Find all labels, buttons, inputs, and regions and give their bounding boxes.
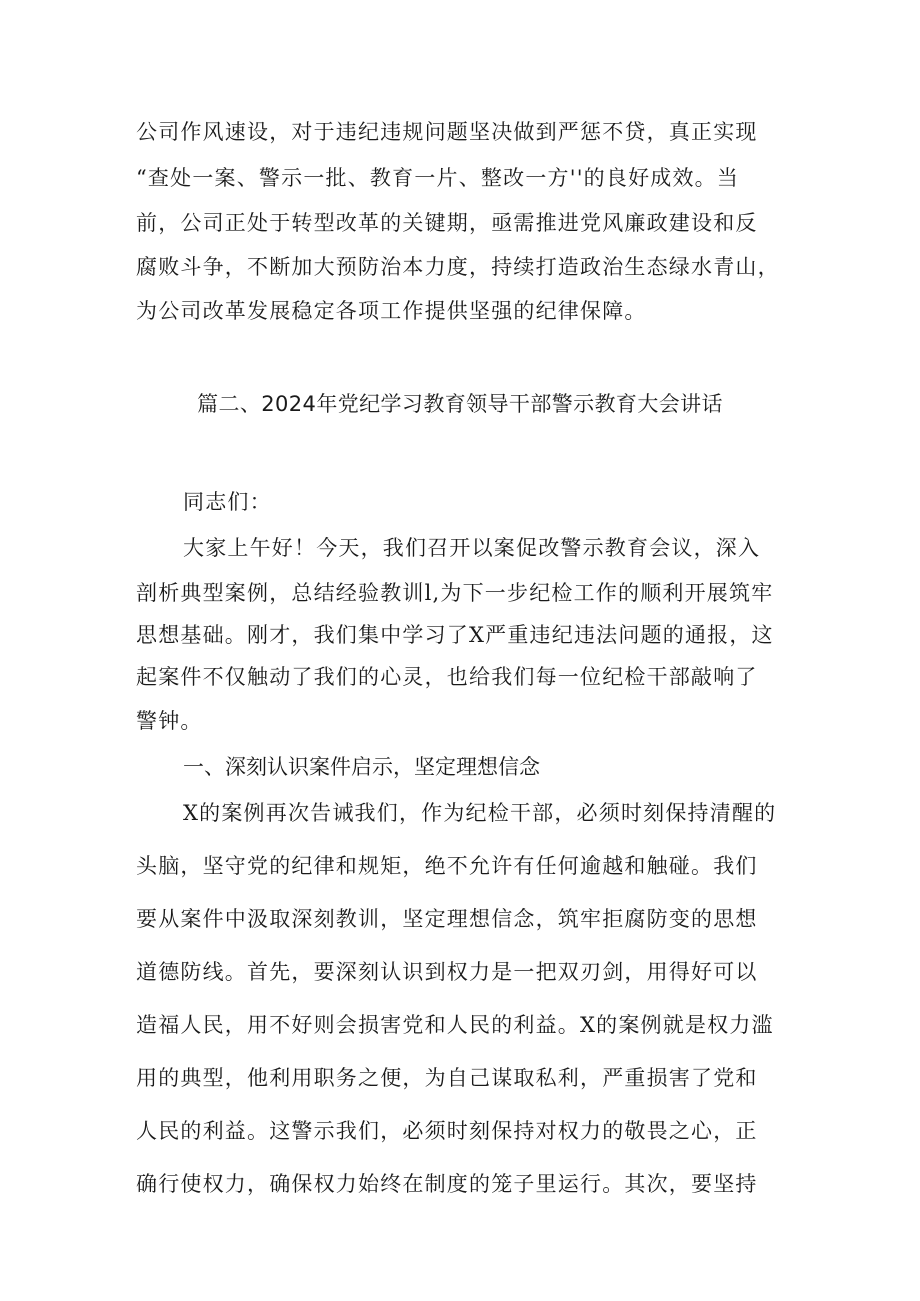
paragraph-line: 道德防线。首先，要深刻认识到权力是一把双刃剑，用得好可以 [136,960,758,984]
paragraph-line: 用的典型，他利用职务之便，为自己谋取私利，严重损害了党和 [136,1066,758,1090]
heading-1: 一、深刻认识案件启示，坚定理想信念 [183,755,540,779]
paragraph-line: 头脑，坚守党的纪律和规矩，绝不允许有任何逾越和触碰。我们 [136,854,758,878]
paragraph-line: 警钟。 [136,709,203,733]
paragraph-line: 剖析典型案例，总结经验教训l,为下一步纪检工作的顺利开展筑牢 [136,581,774,605]
paragraph-line: 腐败斗争，不断加大预防治本力度，持续打造政治生态绿水青山， [136,255,780,279]
paragraph-line: 思想基础。刚才，我们集中学习了X严重违纪违法问题的通报，这 [136,623,774,647]
paragraph-line: 前，公司正处于转型改革的关键期，亟需推进党风廉政建设和反 [136,211,758,235]
paragraph-line: 造福人民，用不好则会损害党和人民的利益。X的案例就是权力滥 [136,1013,774,1037]
paragraph-line: 大家上午好！今天，我们召开以案促改警示教育会议，深入 [183,536,761,560]
paragraph-line: 人民的利益。这警示我们，必须时刻保持对权力的敬畏之心，正 [136,1119,758,1143]
paragraph-line: “查处一案、警示一批、教育一片、整改一方''的良好成效。当 [136,166,740,190]
paragraph-line: X的案例再次告诫我们，作为纪检干部，必须时刻保持清醒的 [183,801,777,825]
paragraph-line: 起案件不仅触动了我们的心灵，也给我们每一位纪检干部敲响了 [136,665,758,689]
salutation: 同志们： [183,490,272,514]
paragraph-line: 要从案件中汲取深刻教训，坚定理想信念，筑牢拒腐防变的思想 [136,907,758,931]
paragraph-line: 确行使权力，确保权力始终在制度的笼子里运行。其次，要坚持 [136,1172,758,1196]
paragraph-line: 公司作风速设，对于违纪违规问题坚决做到严惩不贷，真正实现 [136,120,758,144]
section-title: 篇二、2024年党纪学习教育领导干部警示教育大会讲话 [197,392,723,416]
paragraph-line: 为公司改革发展稳定各项工作提供坚强的纪律保障。 [136,299,647,323]
